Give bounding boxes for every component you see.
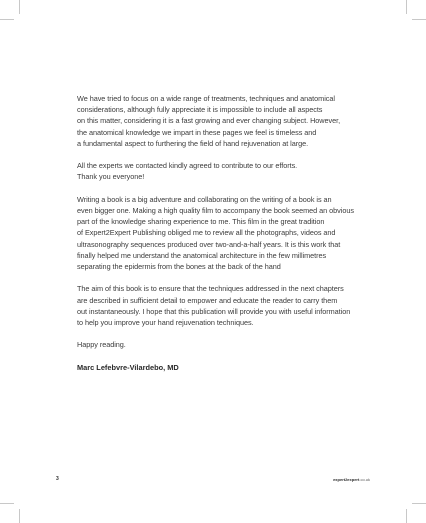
text-line: the anatomical knowledge we impart in these pages we feel is timeless and [77, 127, 317, 137]
page-number: 3 [56, 476, 59, 482]
signature: Marc Lefebvre-Vilardebo, MD [77, 362, 179, 372]
crop-mark [406, 0, 407, 14]
text-line: All the experts we contacted kindly agreed to contribute to our efforts. [77, 161, 298, 171]
paragraph-list [77, 93, 377, 351]
text-line: out instantaneously. I hope that this publication will provide you with useful information [77, 306, 351, 316]
crop-mark [406, 509, 407, 523]
text-line: are described in sufficient detail to empower and educate the reader to carry them [77, 295, 338, 305]
text-line: separating the epidermis from the bones at the back of the hand [77, 262, 281, 272]
crop-mark [19, 0, 20, 14]
text-line: ultrasonography sequences produced over two-and-a-half years. It is this work that [77, 239, 341, 249]
text-line: of Expert2Expert Publishing obliged me to review all the photographs, videos and [77, 228, 336, 238]
site-url[interactable] [333, 477, 370, 482]
crop-mark [19, 509, 20, 523]
text-line: finally helped me understand the anatomical architecture in the few millimetres [77, 250, 327, 260]
paragraph [77, 283, 377, 328]
text-line: even bigger one. Making a high quality film to accompany the book seemed an obvious [77, 206, 354, 215]
crop-mark [412, 503, 426, 504]
body-text [77, 93, 377, 373]
text-line: Thank you everyone! [77, 172, 145, 182]
text-line: Writing a book is a big adventure and collaborating on the writing of a book is an [77, 194, 332, 204]
text-line: considerations, although fully appreciate it is impossible to include all aspects [77, 105, 323, 115]
text-line: The aim of this book is to ensure that the techniques addressed in the next chapters [77, 284, 344, 294]
crop-mark [412, 19, 426, 20]
site-brand: expert2expert [333, 477, 360, 482]
paragraph [77, 93, 377, 149]
paragraph [77, 194, 377, 272]
text-line: on this matter, considering it is a fast growing and ever changing subject. However, [77, 116, 341, 126]
text-line: We have tried to focus on a wide range of treatments, techniques and anatomical [77, 94, 335, 103]
text-line: part of the knowledge sharing experience to me. This film in the great tradition [77, 217, 325, 227]
crop-mark [0, 19, 14, 20]
text-line: Happy reading. [77, 340, 126, 350]
text-line: a fundamental aspect to furthering the field of hand rejuvenation at large. [77, 138, 309, 148]
site-suffix: .co.uk [359, 477, 370, 482]
paragraph [77, 160, 377, 182]
text-line: to help you improve your hand rejuvenation techniques. [77, 318, 254, 328]
crop-mark [0, 503, 14, 504]
paragraph [77, 339, 377, 350]
